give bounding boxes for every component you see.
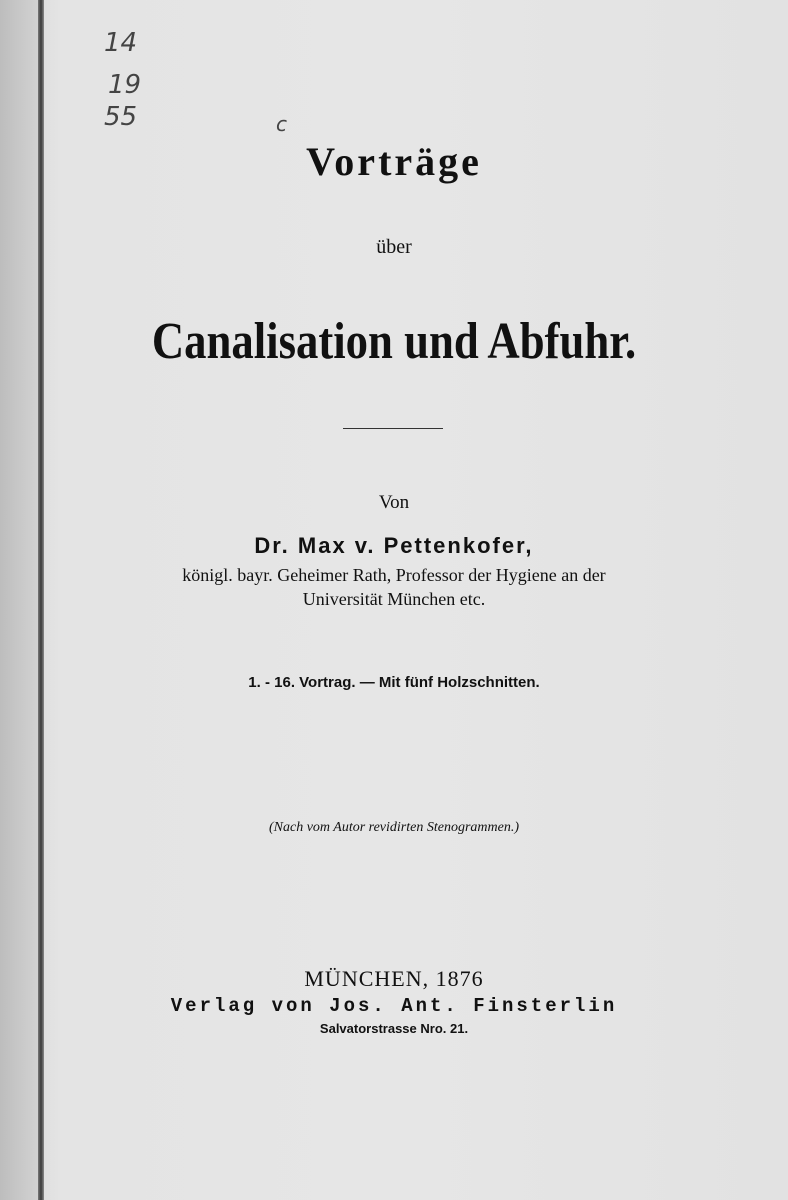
- imprint-publisher: Verlag von Jos. Ant. Finsterlin: [170, 995, 618, 1017]
- stenogram-note: (Nach vom Autor revidirten Stenogrammen.): [268, 820, 519, 835]
- divider-rule: [343, 428, 443, 429]
- imprint-address: Salvatorstrasse Nro. 21.: [319, 1021, 469, 1036]
- title-line-1: Vorträge: [306, 139, 482, 184]
- author-affiliation-1: königl. bayr. Geheimer Rath, Professor der Hygiene an der: [182, 565, 606, 585]
- author-name: Dr. Max v. Pettenkofer,: [254, 533, 534, 558]
- author-affiliation-2: Universität München etc.: [302, 589, 486, 609]
- imprint-city-year: MÜNCHEN, 1876: [304, 966, 484, 991]
- pencil-mark-3: 55: [104, 102, 138, 132]
- pencil-mark-4: c: [276, 112, 287, 136]
- title-line-2: über: [376, 236, 412, 258]
- pencil-mark-2: 19: [108, 70, 142, 100]
- by-line: Von: [378, 492, 410, 513]
- pencil-mark-1: 14: [104, 28, 138, 58]
- main-title: Canalisation und Abfuhr.: [151, 313, 637, 370]
- lecture-info: 1. - 16. Vortrag. — Mit fünf Holzschnitten.: [248, 674, 540, 691]
